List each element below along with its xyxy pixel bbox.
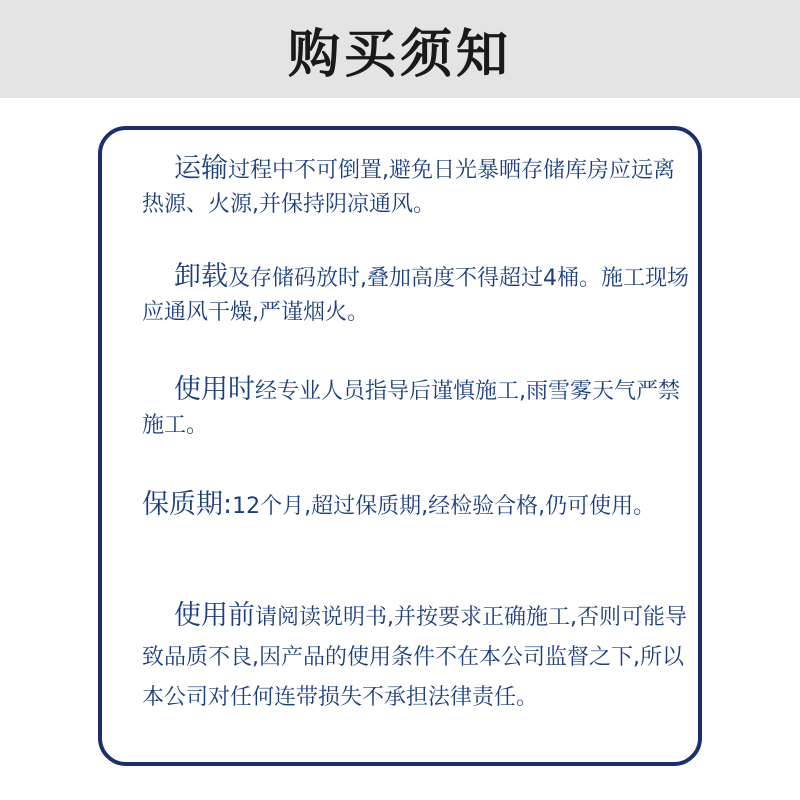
notice-transport: [142, 152, 690, 222]
notice-text: 及存储码放时,叠加高度不得超过4桶。施工现场应通风干燥,严谨烟火。: [142, 266, 689, 325]
notice-text: 经专业人员指导后谨慎施工,雨雪雾天气严禁施工。: [142, 379, 680, 438]
notice-text: 12个月,超过保质期,经检验合格,仍可使用。: [232, 494, 656, 519]
page-title: 购买须知: [287, 24, 512, 85]
notice-usage: [142, 373, 690, 443]
notice-card: [98, 126, 702, 766]
notice-lead: 运输: [174, 153, 228, 184]
header-bar: [0, 0, 800, 98]
notice-text: 过程中不可倒置,避免日光暴晒存储库房应远离热源、火源,并保持阴凉通风。: [142, 158, 675, 217]
notice-unloading: [142, 260, 690, 330]
notice-lead: 卸载: [174, 261, 228, 292]
notice-lead: 保质期:: [142, 489, 233, 520]
notice-lead: 使用前: [174, 600, 255, 631]
notice-text: 请阅读说明书,并按要求正确施工,否则可能导致品质不良,因产品的使用条件不在本公司监督之下,所以本公司对任何连带损失不承担法律责任。: [142, 605, 687, 710]
notice-lead: 使用时: [174, 374, 255, 405]
notice-shelf-life: [142, 488, 690, 524]
notice-before-use: [142, 596, 690, 718]
